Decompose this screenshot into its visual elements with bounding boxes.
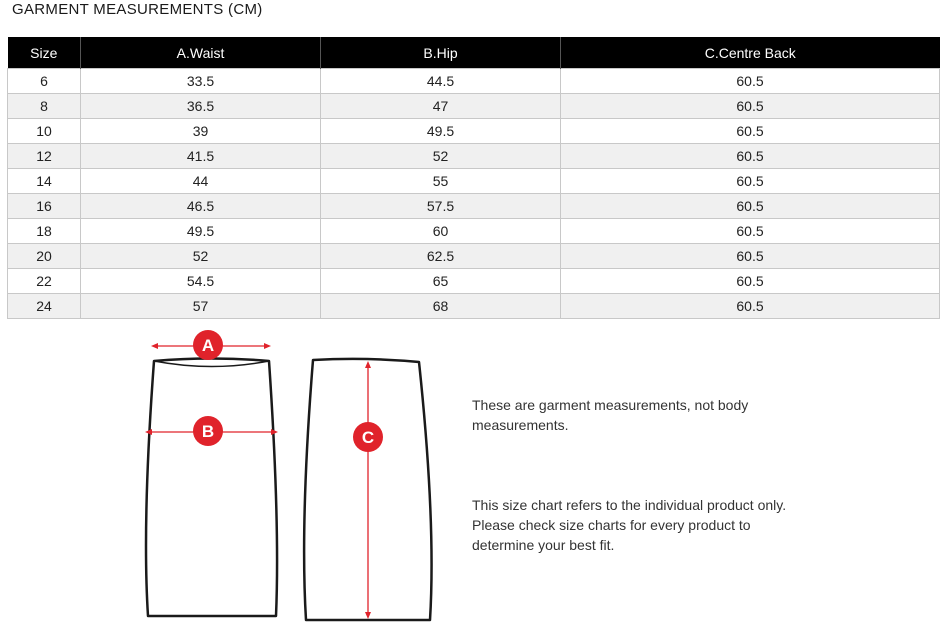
svg-text:A: A: [201, 336, 215, 355]
cell-hip: 57.5: [321, 194, 561, 219]
table-row: [8, 144, 940, 169]
cell-waist: 57: [81, 294, 321, 319]
cell-waist: 46.5: [81, 194, 321, 219]
centre-back-measure-arrow: [365, 361, 371, 619]
cell-size: 14: [8, 169, 81, 194]
header-size: Size: [8, 37, 81, 69]
svg-text:B: B: [201, 422, 215, 441]
table-row: [8, 69, 940, 94]
cell-centre-back: 60.5: [561, 244, 940, 269]
marker-c: [353, 422, 383, 452]
cell-size: 18: [8, 219, 81, 244]
cell-size: 22: [8, 269, 81, 294]
cell-waist: 36.5: [81, 94, 321, 119]
svg-text:C: C: [361, 428, 375, 447]
cell-hip: 62.5: [321, 244, 561, 269]
garment-measurement-note: These are garment measurements, not body measurements.: [472, 397, 749, 433]
cell-centre-back: 60.5: [561, 294, 940, 319]
cell-size: 16: [8, 194, 81, 219]
cell-centre-back: 60.5: [561, 194, 940, 219]
size-chart-note: This size chart refers to the individual product only. Please check size charts for every product to determine your best fit.: [472, 497, 787, 553]
header-hip: B.Hip: [321, 37, 561, 69]
cell-centre-back: 60.5: [561, 169, 940, 194]
size-chart-table: [7, 37, 940, 319]
cell-centre-back: 60.5: [561, 69, 940, 94]
marker-b: [193, 416, 223, 446]
cell-size: 6: [8, 69, 81, 94]
cell-hip: 52: [321, 144, 561, 169]
table-row: [8, 119, 940, 144]
header-waist: A.Waist: [81, 37, 321, 69]
cell-hip: 55: [321, 169, 561, 194]
table-row: [8, 169, 940, 194]
skirt-front-outline: [146, 359, 277, 617]
cell-size: 24: [8, 294, 81, 319]
table-row: [8, 294, 940, 319]
cell-waist: 33.5: [81, 69, 321, 94]
header-centre-back: C.Centre Back: [561, 37, 940, 69]
skirt-measurement-diagram: [130, 322, 450, 627]
table-row: [8, 194, 940, 219]
cell-waist: 54.5: [81, 269, 321, 294]
cell-waist: 49.5: [81, 219, 321, 244]
cell-centre-back: 60.5: [561, 94, 940, 119]
cell-hip: 44.5: [321, 69, 561, 94]
table-header-row: [8, 37, 940, 69]
cell-size: 10: [8, 119, 81, 144]
table-row: [8, 269, 940, 294]
cell-centre-back: 60.5: [561, 219, 940, 244]
cell-size: 12: [8, 144, 81, 169]
cell-hip: 65: [321, 269, 561, 294]
cell-size: 8: [8, 94, 81, 119]
cell-hip: 68: [321, 294, 561, 319]
cell-waist: 41.5: [81, 144, 321, 169]
table-row: [8, 94, 940, 119]
cell-waist: 44: [81, 169, 321, 194]
cell-hip: 49.5: [321, 119, 561, 144]
cell-waist: 39: [81, 119, 321, 144]
cell-size: 20: [8, 244, 81, 269]
marker-a: [193, 330, 223, 360]
cell-centre-back: 60.5: [561, 269, 940, 294]
cell-centre-back: 60.5: [561, 144, 940, 169]
table-row: [8, 244, 940, 269]
cell-hip: 60: [321, 219, 561, 244]
table-row: [8, 219, 940, 244]
page-title: GARMENT MEASUREMENTS (CM): [12, 1, 263, 18]
cell-waist: 52: [81, 244, 321, 269]
cell-hip: 47: [321, 94, 561, 119]
cell-centre-back: 60.5: [561, 119, 940, 144]
